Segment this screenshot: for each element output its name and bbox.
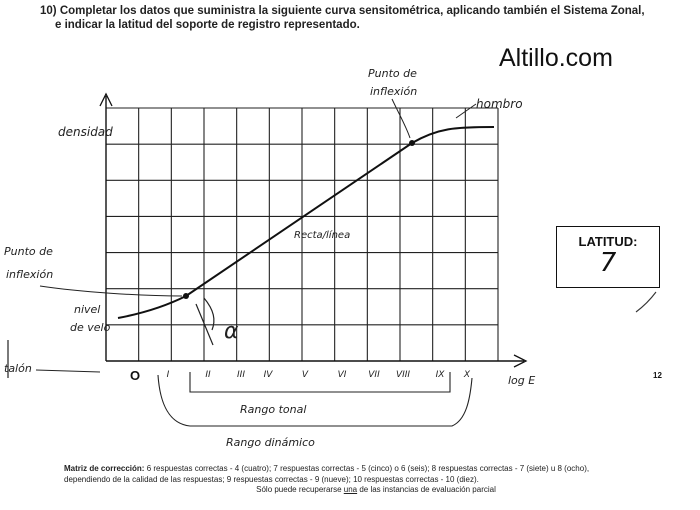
x-axis-label: log E [508,374,536,387]
latitude-value: 7 [599,248,617,278]
latitude-box [556,226,660,288]
footer-prefix: Matriz de corrección: [64,464,145,473]
footer-line-3: Sólo puede recuperarse una de las instancias de evaluación parcial [256,485,496,494]
footer-text-1: 6 respuestas correctas - 4 (cuatro); 7 respuestas correctas - 5 (cinco) o 6 (seis); 8 respuestas correctas - 7 (siete) u 8 (ocho), [144,464,590,473]
inflection-bottom-label-1: Punto de [4,245,53,258]
inflection-top-label-2: inflexión [370,85,418,98]
latitude-label: LATITUD: [578,234,638,249]
shoulder-label: hombro [476,97,523,111]
zone-label: II [205,370,211,380]
zone-label: VI [337,370,347,380]
tonal-range-label: Rango tonal [240,403,307,416]
characteristic-curve [118,127,494,318]
zone-label: VIII [395,370,411,380]
zone-label: V [301,370,309,380]
correction-matrix [64,464,688,496]
fog-level-label-2: de velo [70,321,111,334]
check-mark [636,292,656,312]
zone-label: IX [435,370,445,380]
footer-text-2: dependiendo de la calidad de las respuestas; 9 respuestas correctas - 9 (nueve); 10 respuestas correctas - 10 (diez). [64,474,479,484]
inflection-bottom-label-2: inflexión [6,268,54,281]
alpha-angle-mark [196,298,214,345]
inflection-point-bottom [183,293,189,299]
zone-label: X [463,370,471,380]
toe-label: talón [4,362,32,375]
zone-label: I [166,370,170,380]
alpha-label: α [224,319,239,344]
inflection-top-label-1: Punto de [368,67,417,80]
inflection-point-top [409,140,415,146]
straight-line-label: Recta/línea [294,230,351,241]
watermark-logo: Altillo.com [499,44,613,72]
dynamic-range-label: Rango dinámico [226,436,315,449]
zone-labels [167,370,471,380]
question-line-1: 10) Completar los datos que suministra la siguiente curva sensitométrica, aplicando también el Sistema Zonal, [40,5,645,17]
page-number: 12 [653,371,662,380]
question-line-2: e indicar la latitud del soporte de registro representado. [55,19,360,31]
origin-label: O [130,368,141,383]
dynamic-range-bracket [158,375,472,426]
tonal-range-bracket [190,372,450,392]
fog-level-label-1: nivel [74,303,101,316]
zone-label: IV [263,370,273,380]
y-axis-label: densidad [58,125,113,139]
zone-label: III [237,370,245,380]
zone-label: VII [368,370,380,380]
